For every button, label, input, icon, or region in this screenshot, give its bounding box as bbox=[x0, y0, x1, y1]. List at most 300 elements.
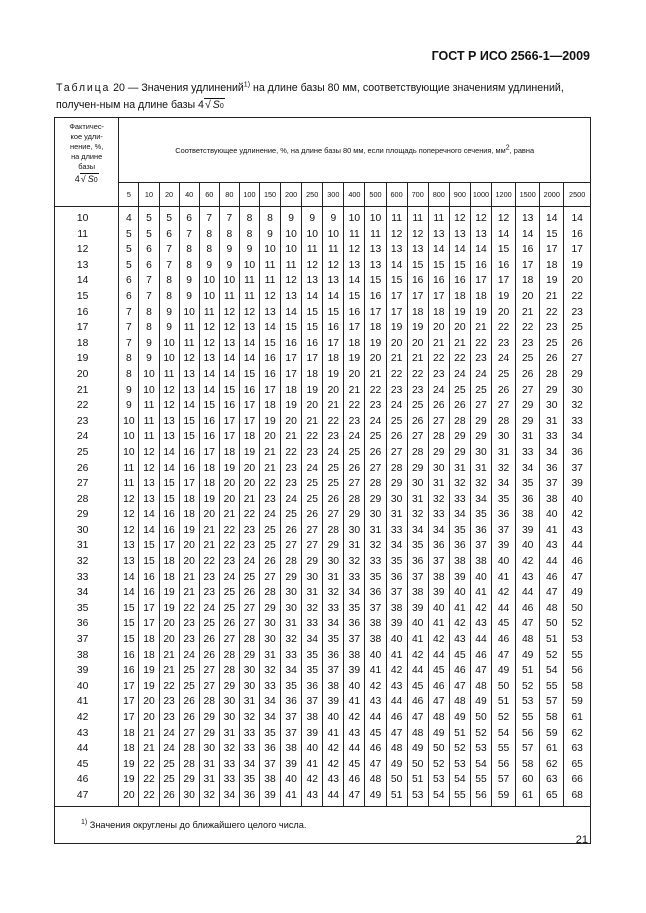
elongation-value-cell: 47 bbox=[365, 757, 386, 773]
elongation-value-cell: 42 bbox=[302, 772, 323, 788]
elongation-value-cell: 38 bbox=[323, 679, 344, 695]
elongation-value-cell: 28 bbox=[386, 461, 407, 477]
elongation-value-cell: 36 bbox=[492, 507, 516, 523]
elongation-value-cell: 45 bbox=[492, 616, 516, 632]
actual-elongation-cell: 19 bbox=[55, 351, 119, 367]
elongation-value-cell: 18 bbox=[139, 632, 159, 648]
elongation-value-cell: 41 bbox=[281, 788, 302, 806]
elongation-value-cell: 36 bbox=[540, 461, 564, 477]
elongation-value-cell: 48 bbox=[365, 772, 386, 788]
elongation-value-cell: 21 bbox=[365, 367, 386, 383]
actual-elongation-cell: 39 bbox=[55, 663, 119, 679]
table-footnote: $^{1)}$ Значения округлены до ближайшего целого числа. bbox=[55, 806, 591, 843]
table-row bbox=[55, 585, 591, 601]
elongation-value-cell: 43 bbox=[449, 632, 470, 648]
table-row bbox=[55, 757, 591, 773]
elongation-value-cell: 28 bbox=[540, 367, 564, 383]
elongation-value-cell: 9 bbox=[219, 258, 239, 274]
elongation-value-cell: 24 bbox=[259, 507, 280, 523]
elongation-value-cell: 13 bbox=[449, 227, 470, 243]
caption-formula: 4√ S0 bbox=[198, 99, 224, 111]
actual-elongation-cell: 10 bbox=[55, 207, 119, 227]
elongation-value-cell: 9 bbox=[159, 320, 179, 336]
elongation-value-cell: 37 bbox=[470, 538, 491, 554]
elongation-value-cell: 15 bbox=[540, 227, 564, 243]
elongation-value-cell: 14 bbox=[516, 227, 540, 243]
elongation-value-cell: 9 bbox=[139, 351, 159, 367]
elongation-value-cell: 19 bbox=[492, 289, 516, 305]
elongation-value-cell: 10 bbox=[139, 383, 159, 399]
area-header-cell: 80 bbox=[219, 183, 239, 207]
elongation-value-cell: 21 bbox=[540, 289, 564, 305]
elongation-value-cell: 16 bbox=[119, 663, 139, 679]
elongation-value-cell: 26 bbox=[199, 648, 219, 664]
actual-elongation-cell: 32 bbox=[55, 554, 119, 570]
elongation-value-cell: 27 bbox=[259, 570, 280, 586]
elongation-value-cell: 14 bbox=[564, 207, 591, 227]
elongation-value-cell: 58 bbox=[564, 679, 591, 695]
elongation-value-cell: 19 bbox=[449, 305, 470, 321]
corresponding-elongation-header: Соответствующее удлинение, %, на длине базы 80 мм, если площадь поперечного сечения, $мм^2$, равна bbox=[119, 118, 591, 183]
area-header-cell: 2500 bbox=[564, 183, 591, 207]
elongation-value-cell: 38 bbox=[428, 570, 449, 586]
elongation-value-cell: 17 bbox=[302, 351, 323, 367]
elongation-value-cell: 36 bbox=[323, 648, 344, 664]
elongation-value-cell: 37 bbox=[365, 601, 386, 617]
elongation-value-cell: 15 bbox=[428, 258, 449, 274]
elongation-value-cell: 19 bbox=[159, 601, 179, 617]
elongation-value-cell: 5 bbox=[119, 242, 139, 258]
area-header-cell: 2000 bbox=[540, 183, 564, 207]
elongation-value-cell: 22 bbox=[428, 351, 449, 367]
elongation-value-cell: 30 bbox=[259, 632, 280, 648]
elongation-value-cell: 44 bbox=[344, 741, 365, 757]
elongation-value-cell: 16 bbox=[564, 227, 591, 243]
elongation-value-cell: 15 bbox=[139, 538, 159, 554]
elongation-value-cell: 36 bbox=[259, 741, 280, 757]
actual-elongation-cell: 44 bbox=[55, 741, 119, 757]
actual-elongation-cell: 42 bbox=[55, 710, 119, 726]
elongation-value-cell: 14 bbox=[470, 242, 491, 258]
elongation-value-cell: 41 bbox=[470, 585, 491, 601]
elongation-value-cell: 39 bbox=[428, 585, 449, 601]
elongation-value-cell: 44 bbox=[516, 585, 540, 601]
elongation-value-cell: 12 bbox=[344, 242, 365, 258]
elongation-value-cell: 32 bbox=[239, 710, 259, 726]
actual-elongation-cell: 23 bbox=[55, 414, 119, 430]
elongation-value-cell: 35 bbox=[259, 726, 280, 742]
elongation-value-cell: 28 bbox=[281, 554, 302, 570]
elongation-value-cell: 31 bbox=[516, 429, 540, 445]
elongation-value-cell: 16 bbox=[219, 398, 239, 414]
elongation-value-cell: 7 bbox=[119, 336, 139, 352]
elongation-value-cell: 16 bbox=[365, 289, 386, 305]
elongation-value-cell: 50 bbox=[428, 741, 449, 757]
elongation-value-cell: 21 bbox=[219, 507, 239, 523]
elongation-value-cell: 33 bbox=[365, 554, 386, 570]
table-row bbox=[55, 461, 591, 477]
elongation-value-cell: 31 bbox=[199, 757, 219, 773]
elongation-value-cell: 25 bbox=[159, 772, 179, 788]
elongation-value-cell: 11 bbox=[119, 476, 139, 492]
elongation-value-cell: 37 bbox=[281, 710, 302, 726]
elongation-value-cell: 26 bbox=[199, 632, 219, 648]
elongation-value-cell: 9 bbox=[259, 227, 280, 243]
elongation-value-cell: 14 bbox=[323, 289, 344, 305]
actual-elongation-cell: 37 bbox=[55, 632, 119, 648]
elongation-value-cell: 23 bbox=[159, 694, 179, 710]
elongation-value-cell: 12 bbox=[119, 523, 139, 539]
elongation-value-cell: 16 bbox=[239, 383, 259, 399]
elongation-value-cell: 26 bbox=[159, 788, 179, 806]
elongation-value-cell: 34 bbox=[239, 757, 259, 773]
elongation-value-cell: 36 bbox=[428, 538, 449, 554]
elongation-value-cell: 13 bbox=[139, 476, 159, 492]
elongation-value-cell: 29 bbox=[470, 429, 491, 445]
elongation-value-cell: 53 bbox=[564, 632, 591, 648]
elongation-value-cell: 40 bbox=[516, 538, 540, 554]
elongation-value-cell: 23 bbox=[281, 461, 302, 477]
elongation-value-cell: 33 bbox=[564, 414, 591, 430]
elongation-value-cell: 19 bbox=[302, 383, 323, 399]
elongation-value-cell: 7 bbox=[139, 289, 159, 305]
elongation-value-cell: 27 bbox=[323, 507, 344, 523]
elongation-value-cell: 19 bbox=[139, 663, 159, 679]
elongation-value-cell: 18 bbox=[199, 476, 219, 492]
elongation-value-cell: 22 bbox=[407, 367, 428, 383]
elongation-value-cell: 12 bbox=[199, 320, 219, 336]
elongation-value-cell: 44 bbox=[365, 710, 386, 726]
elongation-value-cell: 8 bbox=[239, 227, 259, 243]
elongation-value-cell: 17 bbox=[386, 289, 407, 305]
elongation-value-cell: 15 bbox=[492, 242, 516, 258]
elongation-value-cell: 16 bbox=[516, 242, 540, 258]
table-row bbox=[55, 507, 591, 523]
elongation-value-cell: 10 bbox=[159, 336, 179, 352]
elongation-value-cell: 24 bbox=[239, 554, 259, 570]
elongation-value-cell: 32 bbox=[449, 476, 470, 492]
elongation-value-cell: 28 bbox=[449, 414, 470, 430]
elongation-value-cell: 33 bbox=[449, 492, 470, 508]
elongation-value-cell: 21 bbox=[179, 585, 199, 601]
elongation-value-cell: 10 bbox=[119, 414, 139, 430]
elongation-value-cell: 15 bbox=[259, 336, 280, 352]
elongation-value-cell: 40 bbox=[323, 710, 344, 726]
actual-elongation-cell: 21 bbox=[55, 383, 119, 399]
elongation-value-cell: 29 bbox=[259, 601, 280, 617]
elongation-value-cell: 33 bbox=[386, 523, 407, 539]
elongation-value-cell: 56 bbox=[564, 663, 591, 679]
actual-elongation-cell: 45 bbox=[55, 757, 119, 773]
elongation-value-cell: 17 bbox=[540, 242, 564, 258]
elongation-value-cell: 42 bbox=[407, 648, 428, 664]
elongation-value-cell: 14 bbox=[199, 383, 219, 399]
elongation-value-cell: 25 bbox=[219, 585, 239, 601]
elongation-value-cell: 40 bbox=[281, 772, 302, 788]
elongation-value-cell: 7 bbox=[159, 258, 179, 274]
elongation-value-cell: 30 bbox=[302, 570, 323, 586]
elongation-value-cell: 13 bbox=[428, 227, 449, 243]
table-row bbox=[55, 242, 591, 258]
elongation-value-cell: 49 bbox=[516, 648, 540, 664]
elongation-value-cell: 33 bbox=[302, 616, 323, 632]
elongation-value-cell: 39 bbox=[407, 601, 428, 617]
elongation-value-cell: 28 bbox=[428, 429, 449, 445]
elongation-value-cell: 30 bbox=[386, 492, 407, 508]
elongation-value-cell: 17 bbox=[139, 601, 159, 617]
elongation-value-cell: 15 bbox=[302, 320, 323, 336]
elongation-value-cell: 30 bbox=[219, 694, 239, 710]
elongation-value-cell: 21 bbox=[428, 336, 449, 352]
elongation-value-cell: 16 bbox=[449, 273, 470, 289]
elongation-value-cell: 54 bbox=[470, 757, 491, 773]
elongation-value-cell: 61 bbox=[540, 741, 564, 757]
elongation-value-cell: 22 bbox=[492, 320, 516, 336]
area-header-cell: 250 bbox=[302, 183, 323, 207]
elongation-value-cell: 14 bbox=[139, 507, 159, 523]
elongation-value-cell: 35 bbox=[281, 679, 302, 695]
elongation-value-cell: 15 bbox=[323, 305, 344, 321]
table-row bbox=[55, 305, 591, 321]
elongation-value-cell: 20 bbox=[239, 461, 259, 477]
elongation-value-cell: 10 bbox=[199, 289, 219, 305]
elongation-value-cell: 51 bbox=[386, 788, 407, 806]
elongation-value-cell: 52 bbox=[449, 741, 470, 757]
elongation-value-cell: 14 bbox=[344, 273, 365, 289]
elongation-value-cell: 29 bbox=[323, 538, 344, 554]
elongation-value-cell: 38 bbox=[365, 616, 386, 632]
elongation-value-cell: 34 bbox=[344, 585, 365, 601]
elongation-value-cell: 37 bbox=[428, 554, 449, 570]
elongation-value-cell: 30 bbox=[179, 788, 199, 806]
elongation-value-cell: 35 bbox=[386, 554, 407, 570]
elongation-value-cell: 30 bbox=[259, 616, 280, 632]
elongation-value-cell: 19 bbox=[139, 679, 159, 695]
elongation-value-cell: 5 bbox=[139, 207, 159, 227]
elongation-value-cell: 50 bbox=[564, 601, 591, 617]
elongation-value-cell: 20 bbox=[564, 273, 591, 289]
elongation-value-cell: 19 bbox=[540, 273, 564, 289]
elongation-value-cell: 45 bbox=[365, 726, 386, 742]
elongation-value-cell: 48 bbox=[540, 601, 564, 617]
elongation-value-cell: 24 bbox=[281, 492, 302, 508]
elongation-value-cell: 47 bbox=[470, 663, 491, 679]
elongation-value-cell: 13 bbox=[302, 273, 323, 289]
elongation-value-cell: 22 bbox=[449, 351, 470, 367]
elongation-value-cell: 29 bbox=[407, 461, 428, 477]
actual-elongation-cell: 41 bbox=[55, 694, 119, 710]
elongation-value-cell: 47 bbox=[344, 788, 365, 806]
elongation-value-cell: 49 bbox=[564, 585, 591, 601]
elongation-value-cell: 56 bbox=[492, 757, 516, 773]
elongation-value-cell: 24 bbox=[219, 570, 239, 586]
elongation-value-cell: 27 bbox=[302, 538, 323, 554]
elongation-value-cell: 28 bbox=[199, 694, 219, 710]
elongation-value-cell: 12 bbox=[119, 492, 139, 508]
elongation-value-cell: 12 bbox=[139, 445, 159, 461]
elongation-value-cell: 14 bbox=[179, 398, 199, 414]
elongation-value-cell: 43 bbox=[516, 570, 540, 586]
elongation-value-cell: 10 bbox=[199, 273, 219, 289]
elongation-value-cell: 17 bbox=[281, 367, 302, 383]
elongation-value-cell: 44 bbox=[540, 554, 564, 570]
elongation-value-cell: 52 bbox=[428, 757, 449, 773]
elongation-value-cell: 42 bbox=[323, 741, 344, 757]
elongation-value-cell: 27 bbox=[302, 523, 323, 539]
elongation-value-cell: 5 bbox=[159, 207, 179, 227]
elongation-value-cell: 24 bbox=[386, 398, 407, 414]
elongation-value-cell: 63 bbox=[540, 772, 564, 788]
elongation-value-cell: 34 bbox=[449, 507, 470, 523]
elongation-value-cell: 40 bbox=[407, 616, 428, 632]
elongation-value-cell: 7 bbox=[139, 273, 159, 289]
elongation-value-cell: 13 bbox=[281, 289, 302, 305]
elongation-value-cell: 11 bbox=[219, 289, 239, 305]
elongation-value-cell: 36 bbox=[302, 679, 323, 695]
caption-footnote-ref: 1) bbox=[243, 81, 251, 89]
elongation-value-cell: 39 bbox=[449, 570, 470, 586]
elongation-value-cell: 27 bbox=[344, 476, 365, 492]
elongation-value-cell: 18 bbox=[281, 383, 302, 399]
elongation-value-cell: 12 bbox=[449, 207, 470, 227]
elongation-value-cell: 54 bbox=[428, 788, 449, 806]
area-header-cell: 10 bbox=[139, 183, 159, 207]
elongation-value-cell: 31 bbox=[219, 726, 239, 742]
elongation-value-cell: 10 bbox=[219, 273, 239, 289]
elongation-value-cell: 38 bbox=[516, 507, 540, 523]
elongation-value-cell: 42 bbox=[470, 601, 491, 617]
elongation-value-cell: 34 bbox=[323, 616, 344, 632]
elongation-value-cell: 49 bbox=[492, 663, 516, 679]
elongation-value-cell: 42 bbox=[386, 663, 407, 679]
elongation-value-cell: 17 bbox=[386, 305, 407, 321]
actual-elongation-cell: 36 bbox=[55, 616, 119, 632]
elongation-value-cell: 14 bbox=[239, 336, 259, 352]
elongation-value-cell: 35 bbox=[492, 492, 516, 508]
elongation-value-cell: 16 bbox=[139, 570, 159, 586]
elongation-value-cell: 40 bbox=[302, 741, 323, 757]
elongation-value-cell: 19 bbox=[470, 305, 491, 321]
elongation-value-cell: 55 bbox=[516, 710, 540, 726]
elongation-value-cell: 54 bbox=[540, 663, 564, 679]
elongation-value-cell: 50 bbox=[492, 679, 516, 695]
elongation-value-cell: 18 bbox=[516, 273, 540, 289]
elongation-value-cell: 21 bbox=[344, 383, 365, 399]
elongation-value-cell: 10 bbox=[281, 227, 302, 243]
elongation-value-cell: 39 bbox=[564, 476, 591, 492]
elongation-value-cell: 20 bbox=[239, 476, 259, 492]
elongation-value-cell: 19 bbox=[564, 258, 591, 274]
elongation-value-cell: 20 bbox=[119, 788, 139, 806]
elongation-value-cell: 14 bbox=[199, 367, 219, 383]
elongation-value-cell: 18 bbox=[407, 305, 428, 321]
elongation-value-cell: 29 bbox=[199, 710, 219, 726]
elongation-value-cell: 10 bbox=[179, 305, 199, 321]
actual-elongation-cell: 31 bbox=[55, 538, 119, 554]
elongation-value-cell: 46 bbox=[365, 741, 386, 757]
elongation-value-cell: 33 bbox=[259, 679, 280, 695]
elongation-value-cell: 32 bbox=[428, 492, 449, 508]
elongation-value-cell: 27 bbox=[239, 616, 259, 632]
elongation-value-cell: 19 bbox=[119, 772, 139, 788]
elongation-value-cell: 9 bbox=[239, 242, 259, 258]
elongation-value-cell: 41 bbox=[492, 570, 516, 586]
elongation-value-cell: 29 bbox=[386, 476, 407, 492]
elongation-value-cell: 25 bbox=[365, 429, 386, 445]
formula-var: S bbox=[212, 99, 220, 111]
elongation-value-cell: 56 bbox=[470, 788, 491, 806]
elongation-value-cell: 25 bbox=[302, 476, 323, 492]
elongation-value-cell: 13 bbox=[139, 492, 159, 508]
elongation-value-cell: 38 bbox=[540, 492, 564, 508]
elongation-value-cell: 27 bbox=[492, 398, 516, 414]
elongation-value-cell: 23 bbox=[365, 398, 386, 414]
elongation-value-cell: 58 bbox=[516, 757, 540, 773]
elongation-value-cell: 51 bbox=[407, 772, 428, 788]
elongation-value-cell: 40 bbox=[428, 601, 449, 617]
elongation-value-cell: 57 bbox=[540, 694, 564, 710]
elongation-value-cell: 10 bbox=[259, 242, 280, 258]
elongation-value-cell: 26 bbox=[179, 694, 199, 710]
elongation-value-cell: 11 bbox=[139, 414, 159, 430]
elongation-value-cell: 18 bbox=[199, 461, 219, 477]
elongation-value-cell: 6 bbox=[119, 289, 139, 305]
table-row bbox=[55, 741, 591, 757]
elongation-value-cell: 37 bbox=[386, 585, 407, 601]
elongation-value-cell: 45 bbox=[428, 663, 449, 679]
elongation-value-cell: 48 bbox=[516, 632, 540, 648]
elongation-value-cell: 60 bbox=[516, 772, 540, 788]
elongation-value-cell: 19 bbox=[199, 492, 219, 508]
elongation-value-cell: 48 bbox=[449, 694, 470, 710]
elongation-value-cell: 25 bbox=[259, 538, 280, 554]
elongation-value-cell: 36 bbox=[281, 694, 302, 710]
elongation-value-cell: 9 bbox=[219, 242, 239, 258]
elongation-value-cell: 27 bbox=[365, 461, 386, 477]
elongation-value-cell: 53 bbox=[449, 757, 470, 773]
elongation-value-cell: 40 bbox=[365, 648, 386, 664]
elongation-value-cell: 7 bbox=[219, 207, 239, 227]
elongation-value-cell: 11 bbox=[139, 429, 159, 445]
elongation-value-cell: 18 bbox=[179, 507, 199, 523]
elongation-value-cell: 42 bbox=[449, 616, 470, 632]
elongation-value-cell: 21 bbox=[516, 305, 540, 321]
elongation-value-cell: 9 bbox=[199, 258, 219, 274]
elongation-value-cell: 41 bbox=[386, 648, 407, 664]
elongation-value-cell: 22 bbox=[139, 788, 159, 806]
elongation-value-cell: 46 bbox=[344, 772, 365, 788]
elongation-value-cell: 11 bbox=[281, 258, 302, 274]
elongation-value-cell: 15 bbox=[449, 258, 470, 274]
area-header-cell: 300 bbox=[323, 183, 344, 207]
elongation-value-cell: 14 bbox=[540, 207, 564, 227]
elongation-value-cell: 17 bbox=[281, 351, 302, 367]
elongation-value-cell: 23 bbox=[281, 476, 302, 492]
table-row bbox=[55, 383, 591, 399]
table-row bbox=[55, 601, 591, 617]
elongation-value-cell: 23 bbox=[219, 554, 239, 570]
elongation-value-cell: 20 bbox=[407, 336, 428, 352]
elongation-value-cell: 45 bbox=[344, 757, 365, 773]
table-row bbox=[55, 476, 591, 492]
area-header-cell: 600 bbox=[386, 183, 407, 207]
elongation-value-cell: 39 bbox=[386, 616, 407, 632]
elongation-value-cell: 14 bbox=[281, 305, 302, 321]
caption-text-before: — Значения удлинений bbox=[124, 82, 244, 94]
elongation-value-cell: 27 bbox=[386, 445, 407, 461]
table-row bbox=[55, 351, 591, 367]
elongation-value-cell: 32 bbox=[492, 461, 516, 477]
